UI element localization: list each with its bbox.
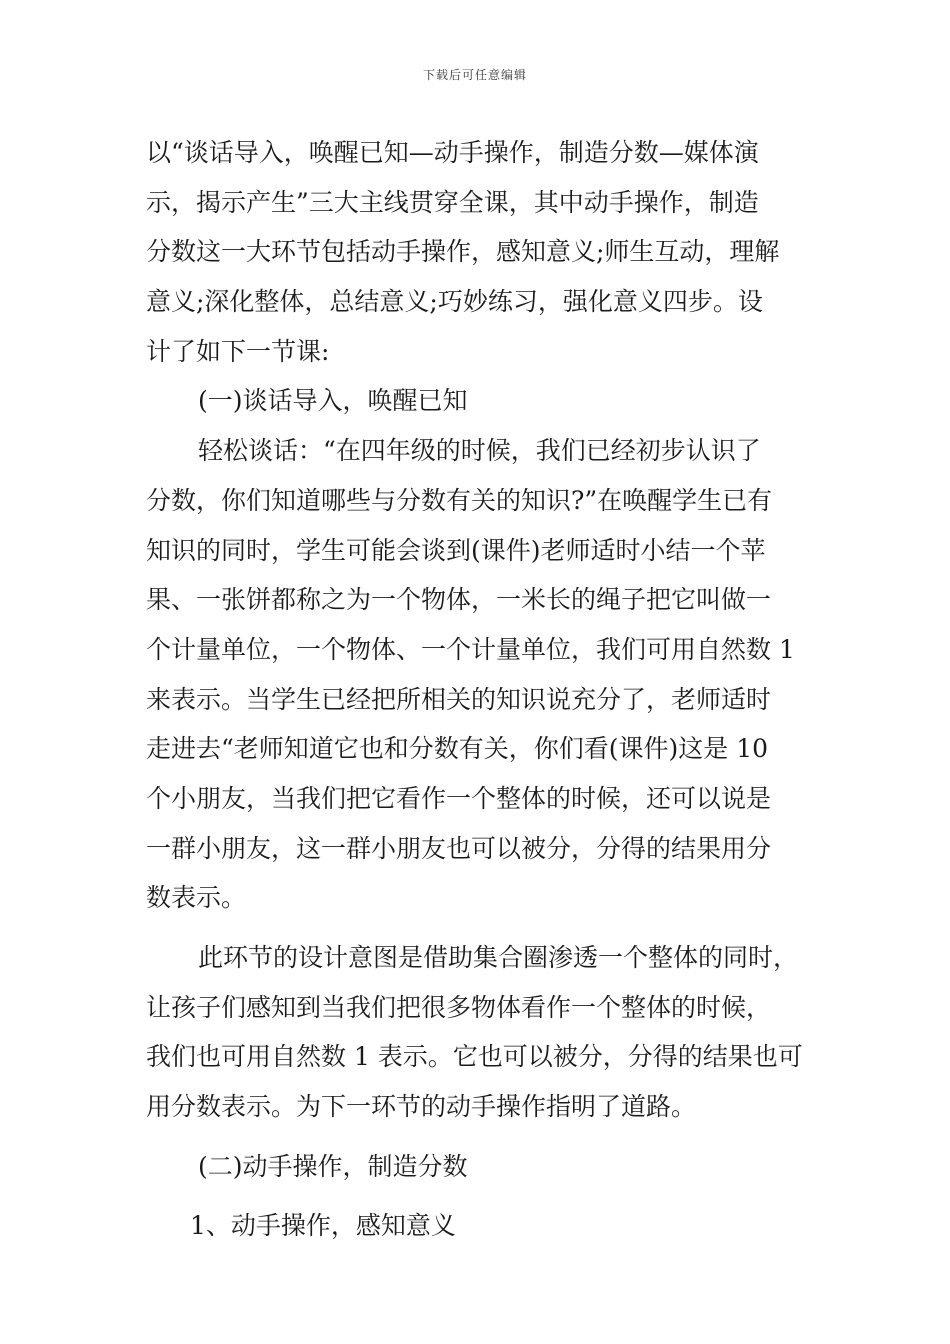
paragraph-gap <box>146 923 816 933</box>
text-line: 来表示。当学生已经把所相关的知识说充分了，老师适时 <box>146 684 772 714</box>
body-text <box>146 128 816 1251</box>
subsection-heading: 1、动手操作，感知意义 <box>190 1211 456 1241</box>
section-heading: (二)动手操作，制造分数 <box>198 1151 468 1181</box>
paragraph-gap <box>146 1132 816 1142</box>
text-line: 知识的同时，学生可能会谈到(课件)老师适时小结一个苹 <box>146 535 766 565</box>
text-line: 一群小朋友，这一群小朋友也可以被分，分得的结果用分 <box>146 833 772 863</box>
text-line: 走进去“老师知道它也和分数有关，你们看(课件)这是 10 <box>146 734 769 764</box>
text-line: 意义;深化整体，总结意义;巧妙练习，强化意义四步。设 <box>146 287 763 317</box>
text-line: 此环节的设计意图是借助集合圈渗透一个整体的同时， <box>198 943 799 972</box>
text-line: 分数，你们知道哪些与分数有关的知识?”在唤醒学生已有 <box>146 485 773 515</box>
text-line: 数表示。 <box>146 883 247 913</box>
paragraph-gap <box>146 1191 816 1201</box>
header-note: 下载后可任意编辑 <box>422 68 527 82</box>
section-heading: (一)谈话导入，唤醒已知 <box>198 386 468 416</box>
text-line: 分数这一大环节包括动手操作，感知意义;师生互动，理解 <box>146 237 780 267</box>
text-line: 我们也可用自然数 1 表示。它也可以被分，分得的结果也可 <box>146 1042 803 1072</box>
text-line: 用分数表示。为下一环节的动手操作指明了道路。 <box>146 1092 697 1122</box>
text-line: 让孩子们感知到当我们把很多物体看作一个整体的时候， <box>146 992 772 1022</box>
text-line: 计了如下一节课: <box>146 336 330 366</box>
text-line: 个小朋友，当我们把它看作一个整体的时候，还可以说是 <box>146 783 772 813</box>
text-line: 轻松谈话：“在四年级的时候，我们已经初步认识了 <box>198 436 761 466</box>
text-line: 果、一张饼都称之为一个物体，一米长的绳子把它叫做一 <box>146 585 772 615</box>
text-line: 以“谈话导入，唤醒已知—动手操作，制造分数—媒体演 <box>146 138 759 167</box>
text-line: 个计量单位，一个物体、一个计量单位，我们可用自然数 1 <box>146 634 795 664</box>
text-line: 示，揭示产生”三大主线贯穿全课，其中动手操作，制造 <box>146 187 759 217</box>
